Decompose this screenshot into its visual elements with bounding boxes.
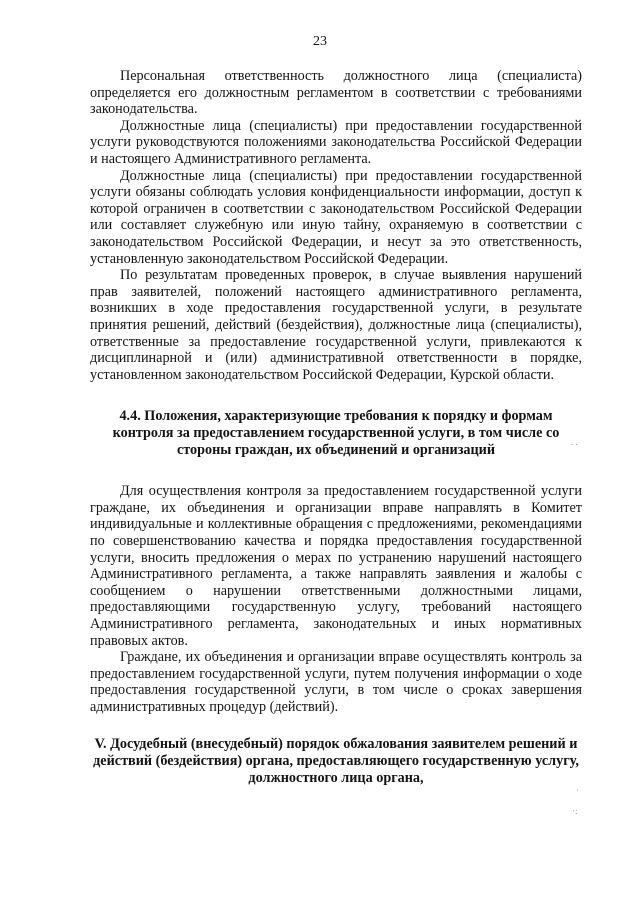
section-5-heading: V. Досудебный (внесудебный) порядок обжалования заявителем решений и действий (бездействия) органа, предоставляющего государственную услугу, должностного лица органа, bbox=[93, 735, 579, 786]
paragraph-citizen-rights: Граждане, их объединения и организации вправе осуществлять контроль за предоставлением государственной услуги, путем получения информации о ходе предоставления государственной услуги, в том числе о сроках завершения административных процедур (действий). bbox=[90, 649, 582, 715]
paragraph-citizen-control: Для осуществления контроля за предоставлением государственной услуги граждане, их объединения и организации вправе направлять в Комитет индивидуальные и коллективные обращения с предложениями, рекомендациями по совершенствованию качества и порядка предоставления государственной услуги, вносить предложения о мерах по устранению нарушений настоящего Административного регламента, а также направлять заявления и жалобы с сообщением о нарушении ответственными должностными лицами, предоставляющими государственную услугу, требований настоящего Административного регламента, законодательных и иных нормативных правовых актов. bbox=[90, 483, 582, 649]
section-4-4-heading: 4.4. Положения, характеризующие требования к порядку и формам контроля за предоставлением государственной услуги, в том числе со стороны граждан, их объединений и организаций bbox=[112, 408, 560, 459]
scan-artifact-mark: ·: bbox=[572, 806, 578, 816]
scan-artifact-mark: · bbox=[576, 785, 579, 795]
page-number: 23 bbox=[313, 34, 327, 49]
paragraph-legislation: Должностные лица (специалисты) при предоставлении государственной услуги руководствуются положениями законодательства Российской Федерации и настоящего Административного регламента. bbox=[90, 117, 582, 167]
paragraph-inspection-results: По результатам проведенных проверок, в случае выявления нарушений прав заявителей, положений настоящего административного регламента, возникших в ходе предоставления государственной услуги, в результате принятия решений, действий (бездействия), должностные лица (специалисты), ответственные за предоставление государственной услуги, привлекаются к дисциплинарной и (или) административной ответственности в порядке, установленном законодательством Российской Федерации, Курской области. bbox=[90, 267, 582, 383]
paragraph-confidentiality: Должностные лица (специалисты) при предоставлении государственной услуги обязаны соблюдать условия конфиденциальности информации, доступ к которой ограничен в соответствии с законодательством Российской Федерации или составляет служебную или иную тайну, охраняемую в соответствии с законодательством Российской Федерации, и несут за это ответственность, установленную законодательством Российской Федерации. bbox=[90, 167, 582, 267]
scan-artifact-mark: . . bbox=[571, 437, 578, 447]
paragraph-responsibility: Персональная ответственность должностного лица (специалиста) определяется его должностным регламентом в соответствии с требованиями законодательства. bbox=[90, 68, 582, 118]
document-body bbox=[90, 68, 582, 787]
